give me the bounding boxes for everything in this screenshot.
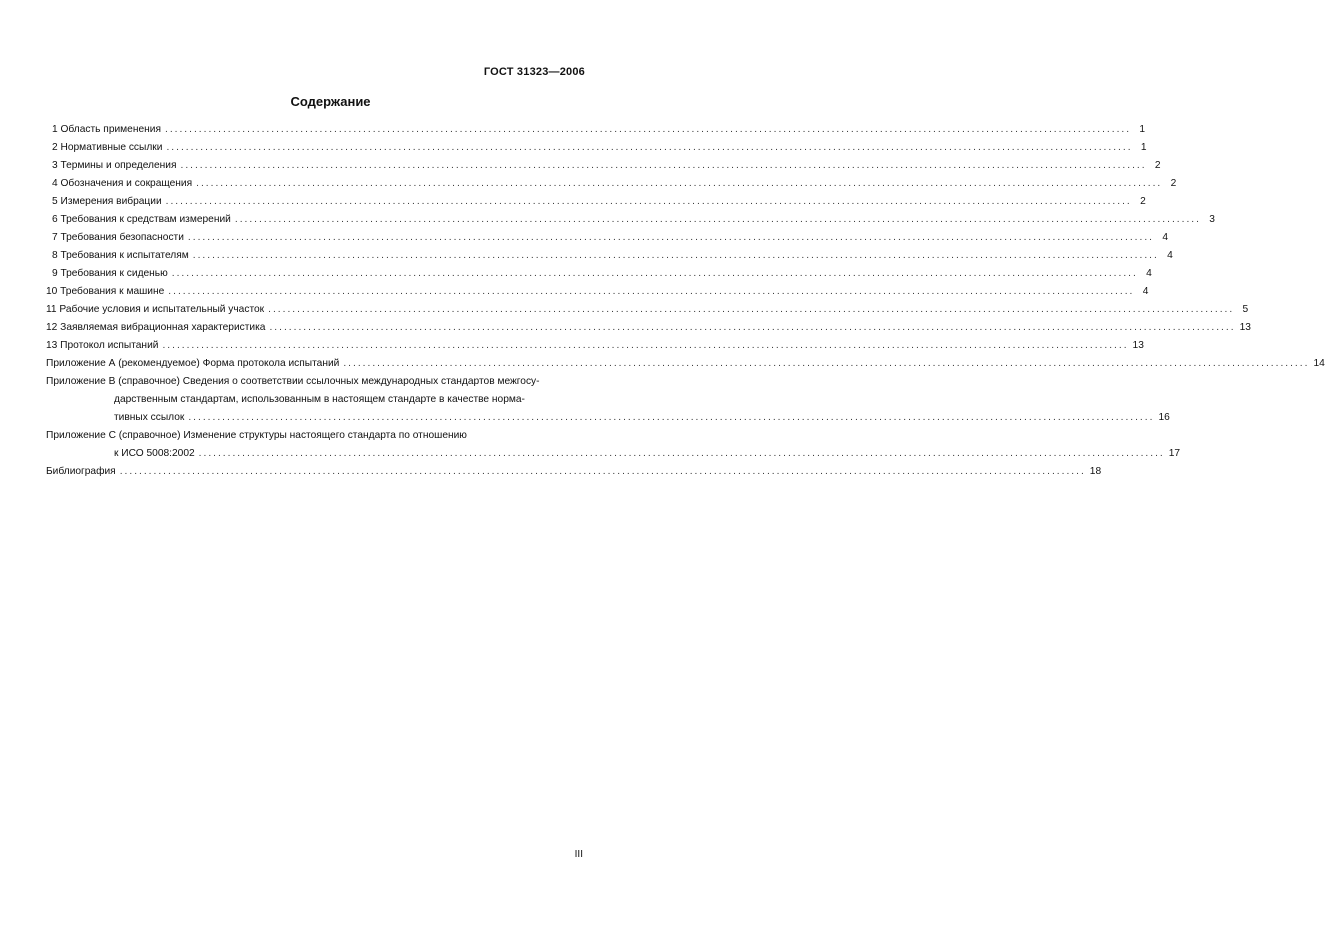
toc-label: 5 Измерения вибрации [52, 196, 162, 207]
toc-leader-dots: ........................................................................................................................................................................................................ [162, 340, 1129, 351]
toc-label: 1 Область применения [52, 124, 161, 135]
toc-entry-7[interactable] [46, 229, 1168, 247]
toc-leader-dots: ........................................................................................................................................................................................................ [171, 268, 1138, 279]
toc-entry-10[interactable] [46, 283, 1149, 301]
toc-page-number: 14 [1313, 358, 1325, 369]
toc-entry-13[interactable] [46, 337, 1144, 355]
toc-label: 9 Требования к сиденью [52, 268, 168, 279]
toc-leader-dots: ........................................................................................................................................................................................................ [164, 124, 1132, 135]
toc-entry-11[interactable] [46, 301, 1249, 319]
toc-leader-dots: ........................................................................................................................................................................................................ [168, 286, 1135, 297]
toc-entry-9[interactable] [46, 265, 1152, 283]
toc-label-final-line [46, 409, 1170, 427]
toc-entry-8[interactable] [46, 247, 1173, 265]
toc-leader-dots: ........................................................................................................................................................................................................ [196, 178, 1163, 189]
toc-label: 12 Заявляемая вибрационная характеристика [46, 322, 266, 333]
toc-entry-2[interactable] [46, 139, 1147, 157]
toc-appendix-b[interactable] [46, 373, 1170, 427]
toc-leader-dots: ........................................................................................................................................................................................................ [119, 466, 1086, 477]
toc-page-number: 13 [1132, 340, 1144, 351]
toc-leader-dots: ........................................................................................................................................................................................................ [188, 412, 1155, 423]
toc-page-number: 2 [1170, 178, 1177, 189]
toc-entry-4[interactable] [46, 175, 1177, 193]
toc-entry-1[interactable] [46, 121, 1146, 139]
table-of-contents [46, 121, 1325, 481]
toc-page-number: 13 [1239, 322, 1251, 333]
toc-page-number: 18 [1089, 466, 1102, 477]
toc-page-number: 4 [1162, 232, 1168, 243]
toc-page-number: 1 [1139, 124, 1146, 135]
toc-entry-12[interactable] [46, 319, 1251, 337]
toc-label-final-line [46, 445, 1181, 463]
toc-leader-dots: ........................................................................................................................................................................................................ [192, 250, 1159, 261]
toc-entry-5[interactable] [46, 193, 1146, 211]
toc-label: 3 Термины и определения [52, 160, 177, 171]
toc-label: 2 Нормативные ссылки [52, 142, 163, 153]
toc-label: 7 Требования безопасности [52, 232, 184, 243]
toc-page-number: 4 [1142, 286, 1149, 297]
toc-label: 11 Рабочие условия и испытательный участок [46, 304, 265, 315]
toc-page-number: 2 [1154, 160, 1161, 171]
toc-label: тивных ссылок [114, 412, 185, 423]
toc-page-number: 1 [1140, 142, 1147, 153]
toc-label: Приложение А (рекомендуемое) Форма протокола испытаний [46, 358, 340, 369]
toc-appendix-c[interactable] [46, 427, 1181, 463]
toc-entry-6[interactable] [46, 211, 1215, 229]
page-title: Содержание [290, 94, 371, 109]
toc-label: 8 Требования к испытателям [52, 250, 189, 261]
toc-appendix-a[interactable] [46, 355, 1325, 373]
toc-page-number: 16 [1158, 412, 1170, 423]
toc-leader-dots: ........................................................................................................................................................................................................ [180, 160, 1147, 171]
toc-page-number: 2 [1140, 196, 1146, 207]
toc-leader-dots: ........................................................................................................................................................................................................ [234, 214, 1201, 225]
toc-label: 6 Требования к средствам измерений [52, 214, 231, 225]
toc-page-number: 5 [1242, 304, 1249, 315]
toc-leader-dots: ........................................................................................................................................................................................................ [269, 322, 1236, 333]
toc-page-number: 4 [1167, 250, 1173, 261]
toc-label-line: Приложение В (справочное) Сведения о соответствии ссылочных международных стандартов межгосу- [46, 376, 540, 387]
toc-label-line: дарственным стандартам, использованным в настоящем стандарте в качестве норма- [114, 394, 525, 405]
toc-page-number: 3 [1209, 214, 1215, 225]
toc-leader-dots: ........................................................................................................................................................................................................ [187, 232, 1154, 243]
toc-label: к ИСО 5008:2002 [114, 448, 195, 459]
toc-page-number: 4 [1146, 268, 1152, 279]
toc-label: 13 Протокол испытаний [46, 340, 159, 351]
toc-label: 4 Обозначения и сокращения [52, 178, 193, 189]
toc-bibliography[interactable] [46, 463, 1102, 481]
toc-label: Библиография [46, 466, 116, 477]
toc-leader-dots: ........................................................................................................................................................................................................ [343, 358, 1310, 369]
toc-leader-dots: ........................................................................................................................................................................................................ [268, 304, 1235, 315]
toc-leader-dots: ........................................................................................................................................................................................................ [166, 142, 1133, 153]
toc-leader-dots: ........................................................................................................................................................................................................ [198, 448, 1165, 459]
toc-label: 10 Требования к машине [46, 286, 165, 297]
toc-label-line: Приложение С (справочное) Изменение структуры настоящего стандарта по отношению [46, 430, 467, 441]
document-code: ГОСТ 31323—2006 [483, 66, 585, 78]
page-number-footer: III [574, 849, 583, 860]
toc-page-number: 17 [1168, 448, 1181, 459]
toc-leader-dots: ........................................................................................................................................................................................................ [165, 196, 1132, 207]
toc-entry-3[interactable] [46, 157, 1161, 175]
